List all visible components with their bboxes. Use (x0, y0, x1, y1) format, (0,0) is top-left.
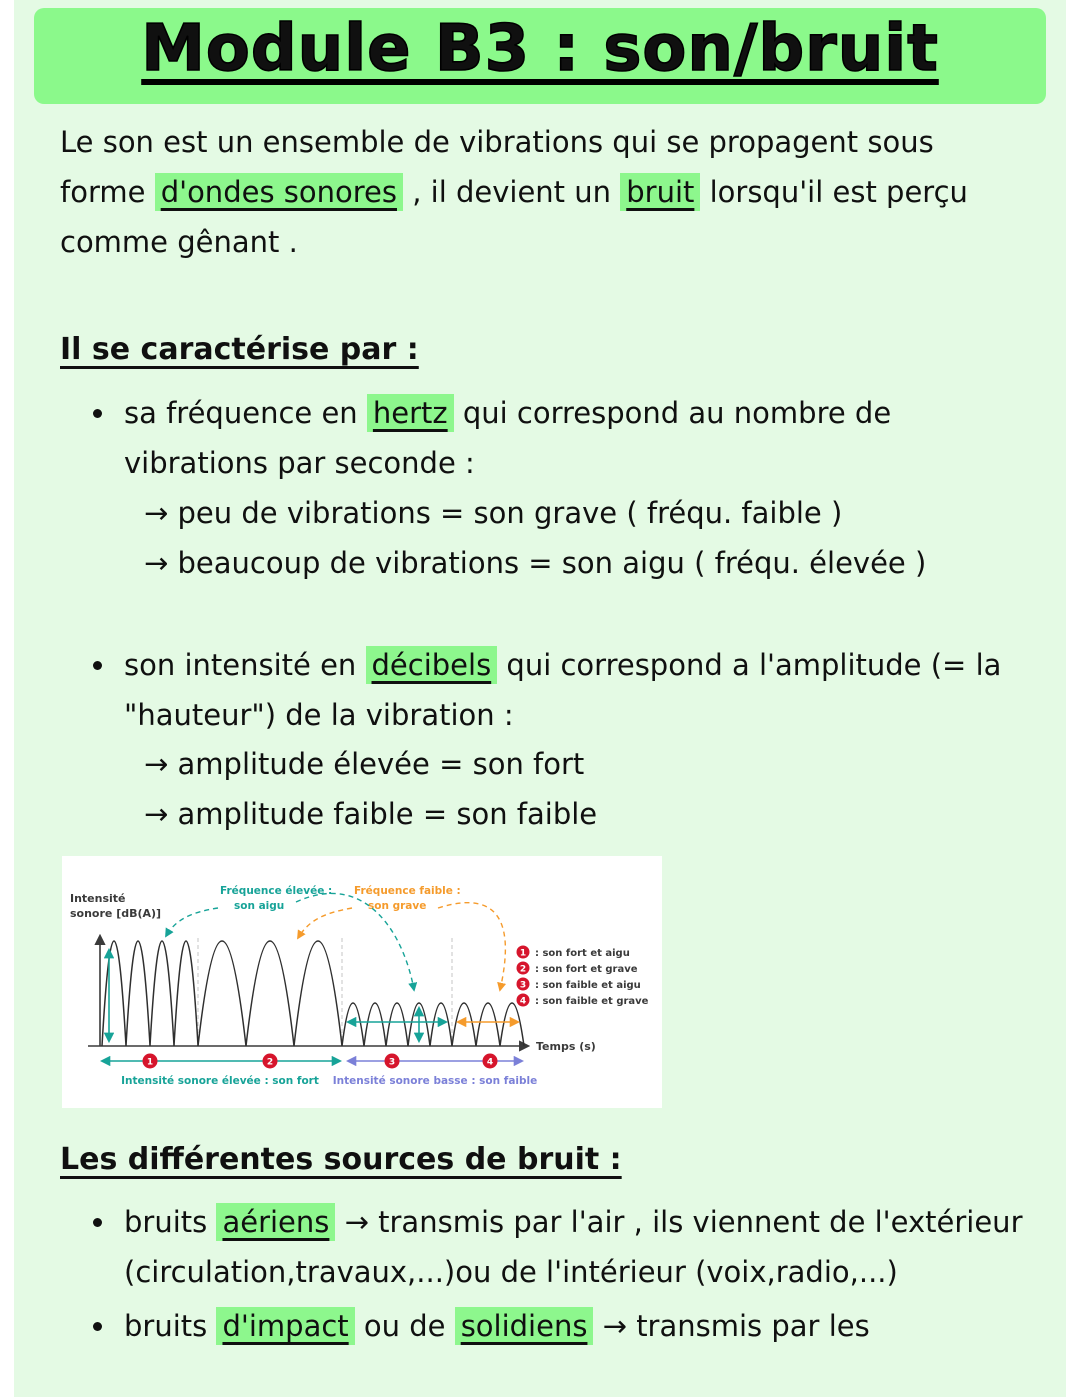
legend-text: : son fort et aigu (535, 948, 630, 960)
text-segment: → transmis par l'air , ils viennent de l'extérieur (circulation,travaux,...)ou de l'intérieur (voix,radio,...) (124, 1204, 1023, 1289)
legend-item (517, 962, 638, 976)
title-banner (34, 8, 1046, 104)
legend-number: 2 (519, 964, 527, 975)
legend-number: 4 (519, 996, 527, 1007)
marker-number: 2 (266, 1057, 274, 1068)
note-page (14, 0, 1066, 1397)
text-segment: qui correspond a l'amplitude (= la "hauteur") de la vibration : (124, 647, 1002, 732)
legend-text: : son faible et aigu (535, 980, 641, 992)
marker-4 (483, 1054, 498, 1069)
highlight-bruit: bruit (620, 173, 700, 211)
text-segment: qui correspond au nombre de vibrations par seconde : (124, 396, 892, 481)
freq-high-arrow-to-section1 (166, 908, 218, 936)
waveform (102, 941, 527, 1046)
arrow-note: → peu de vibrations = son grave ( fréqu. faible ) (144, 495, 843, 530)
legend-number: 1 (519, 948, 527, 959)
marker-number: 1 (146, 1057, 154, 1068)
diagram-svg (62, 856, 662, 1108)
x-axis-label: Temps (s) (536, 1040, 596, 1054)
characteristics-list (60, 389, 1026, 840)
highlight-aeriens: aériens (216, 1203, 335, 1241)
freq-high-label-line1: Fréquence élevée : (220, 885, 333, 898)
arrow-note: → amplitude élevée = son fort (144, 747, 585, 782)
y-axis-label-line2: sonore [dB(A)] (70, 907, 162, 921)
highlight-impact: d'impact (216, 1307, 354, 1345)
noise-sources-list (60, 1198, 1026, 1352)
highlight-hertz: hertz (367, 394, 454, 432)
sound-intensity-frequency-diagram (62, 856, 662, 1108)
legend-text: : son fort et grave (535, 964, 638, 976)
text-segment: lorsqu'il est perçu comme gênant . (60, 174, 968, 259)
list-item-frequence (118, 389, 1026, 589)
marker-2 (263, 1054, 278, 1069)
text-segment: ou de (354, 1308, 455, 1343)
text-segment: → transmis par les (593, 1308, 870, 1343)
legend-item (517, 994, 649, 1008)
marker-3 (385, 1054, 400, 1069)
quiet-range-label: Intensité sonore basse : son faible (332, 1075, 538, 1088)
list-item-bruits-impact (118, 1302, 1026, 1352)
marker-number: 4 (486, 1057, 494, 1068)
loud-range-label: Intensité sonore élevée : son fort (121, 1075, 319, 1088)
intro-paragraph (60, 118, 1026, 268)
marker-1 (143, 1054, 158, 1069)
text-segment: , il devient un (402, 174, 621, 209)
highlight-ondes-sonores: d'ondes sonores (155, 173, 403, 211)
highlight-decibels: décibels (366, 646, 498, 684)
freq-high-label-line2: son aigu (234, 900, 285, 913)
list-item-intensite (118, 641, 1026, 841)
section-heading-caracterise: Il se caractérise par : (60, 331, 419, 367)
page-title: Module B3 : son/bruit (141, 12, 939, 86)
highlight-solidiens: solidiens (455, 1307, 594, 1345)
text-segment: Le son est un ensemble de vibrations qui se propagent sous forme (60, 125, 934, 209)
freq-low-label-line2: son grave (368, 900, 427, 913)
freq-low-label-line1: Fréquence faible : (354, 885, 461, 898)
text-segment: bruits (124, 1308, 217, 1343)
freq-low-arrow-to-section2 (298, 908, 352, 938)
marker-number: 3 (388, 1057, 396, 1068)
legend-number: 3 (519, 980, 527, 991)
text-segment: son intensité en (124, 647, 366, 682)
legend-item (517, 978, 641, 992)
legend (517, 946, 649, 1008)
freq-low-arrow-to-section4 (438, 903, 505, 990)
list-item-bruits-aeriens (118, 1198, 1026, 1298)
text-segment: sa fréquence en (124, 396, 367, 431)
legend-text: : son faible et grave (535, 996, 649, 1008)
legend-item (517, 946, 630, 960)
arrow-note: → beaucoup de vibrations = son aigu ( fréqu. élevée ) (144, 545, 927, 580)
note-content (14, 118, 1066, 1351)
y-axis-label-line1: Intensité (70, 892, 126, 906)
arrow-note: → amplitude faible = son faible (144, 797, 598, 832)
text-segment: bruits (124, 1204, 217, 1239)
section-heading-sources: Les différentes sources de bruit : (60, 1142, 622, 1178)
